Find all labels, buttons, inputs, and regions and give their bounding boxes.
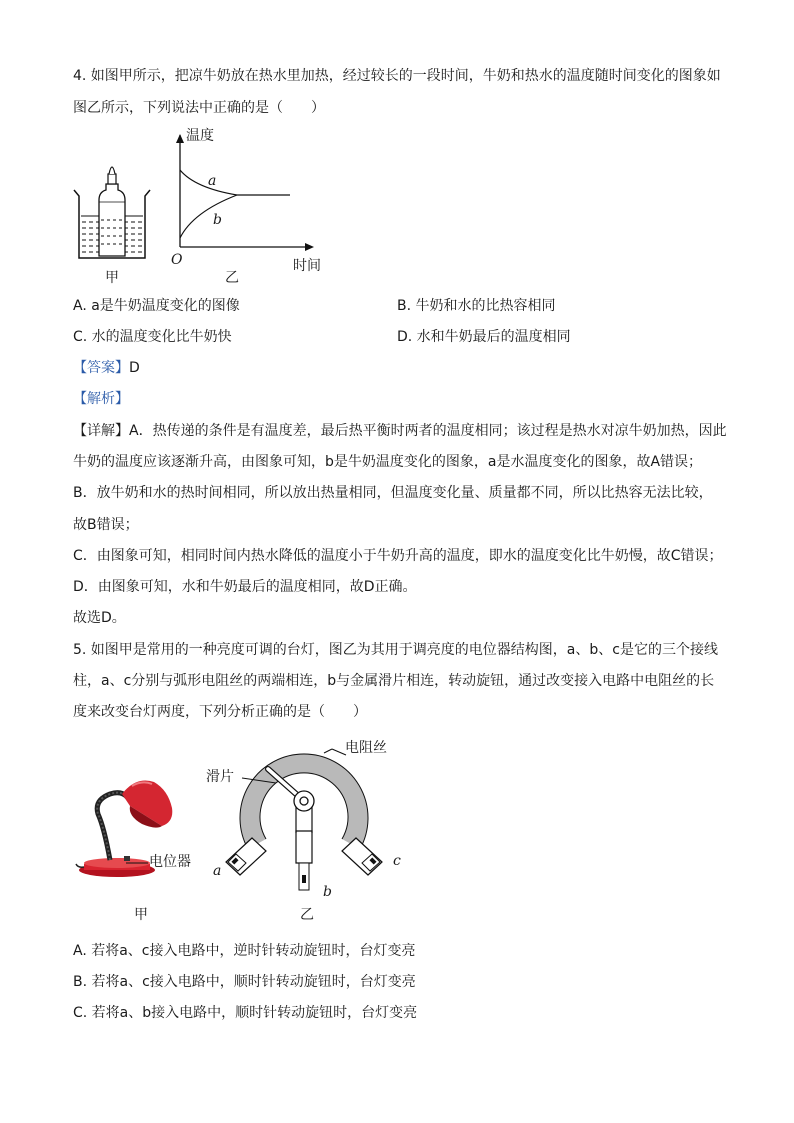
q5-option-a: A. 若将a、c接入电路中，逆时针转动旋钮时，台灯变亮 xyxy=(73,943,416,959)
q4-option-a: A. a是牛奶温度变化的图像 xyxy=(73,298,240,314)
q4-curve-b-label: b xyxy=(213,212,222,228)
q5-label-jia: 甲 xyxy=(134,907,148,923)
q5-label-yi: 乙 xyxy=(300,907,314,923)
q4-label-yi: 乙 xyxy=(225,270,239,286)
q4-detail-line6: D．由图象可知，水和牛奶最后的温度相同，故D正确。 xyxy=(73,579,417,595)
q4-origin-label: O xyxy=(171,252,183,268)
answer-value: D xyxy=(129,360,140,376)
q4-detail-line1 xyxy=(73,421,727,441)
q5-potentiometer-label: 电位器 xyxy=(149,854,191,870)
q4-stem-line1: 4. 如图甲所示，把凉牛奶放在热水里加热，经过较长的一段时间，牛奶和热水的温度随时间变化的图象如 xyxy=(73,68,721,84)
q4-y-axis-label: 温度 xyxy=(186,128,214,144)
q5-option-b: B. 若将a、c接入电路中，顺时针转动旋钮时，台灯变亮 xyxy=(73,974,416,990)
q5-stem-line3: 度来改变台灯两度，下列分析正确的是（ ） xyxy=(73,704,367,720)
q5-resistance-wire-label: 电阻丝 xyxy=(345,740,387,756)
q5-stem-line1: 5. 如图甲是常用的一种亮度可调的台灯，图乙为其用于调亮度的电位器结构图，a、b、c是它的三个接线 xyxy=(73,642,718,658)
q4-conclusion: 故选D。 xyxy=(73,610,126,626)
answer-tag: 【答案】 xyxy=(73,360,129,376)
q5-terminal-a: a xyxy=(213,863,222,879)
q4-detail-line3: B．放牛奶和水的热时间相同，所以放出热量相同，但温度变化量、质量都不同，所以比热容无法比较， xyxy=(73,485,713,501)
q5-slider-label: 滑片 xyxy=(206,769,234,785)
q4-option-b: B. 牛奶和水的比热容相同 xyxy=(397,298,556,314)
q4-analysis-tag: 【解析】 xyxy=(73,391,129,407)
q4-option-d: D. 水和牛奶最后的温度相同 xyxy=(397,329,571,345)
q5-terminal-b: b xyxy=(323,884,332,900)
q4-figure-beaker xyxy=(72,158,152,263)
q4-stem-line2: 图乙所示，下列说法中正确的是（ ） xyxy=(73,100,325,116)
curve-b xyxy=(180,195,237,238)
q4-label-jia: 甲 xyxy=(105,270,119,286)
q4-answer xyxy=(73,358,140,378)
q4-curve-a-label: a xyxy=(208,173,217,189)
q4-detail-line5: C．由图象可知，相同时间内热水降低的温度小于牛奶升高的温度，即水的温度变化比牛奶慢，故C错误； xyxy=(73,548,723,564)
detail-text: A．热传递的条件是有温度差，最后热平衡时两者的温度相同；该过程是热水对凉牛奶加热，因此 xyxy=(129,423,727,439)
q4-option-c: C. 水的温度变化比牛奶快 xyxy=(73,329,232,345)
q5-figure-potentiometer xyxy=(200,735,410,900)
q4-detail-line4: 故B错误； xyxy=(73,517,139,533)
q4-x-axis-label: 时间 xyxy=(293,258,321,274)
q5-stem-line2: 柱，a、c分别与弧形电阻丝的两端相连，b与金属滑片相连，转动旋钮，通过改变接入电路中电阻丝的长 xyxy=(73,673,715,689)
q5-option-c: C. 若将a、b接入电路中，顺时针转动旋钮时，台灯变亮 xyxy=(73,1005,418,1021)
q4-detail-line2: 牛奶的温度应该逐渐升高，由图象可知，b是牛奶温度变化的图象，a是水温度变化的图象，故A错误； xyxy=(73,454,703,470)
q5-terminal-c: c xyxy=(393,853,401,869)
detail-tag: 【详解】 xyxy=(73,423,129,439)
potentiometer-leader-line xyxy=(126,861,148,865)
